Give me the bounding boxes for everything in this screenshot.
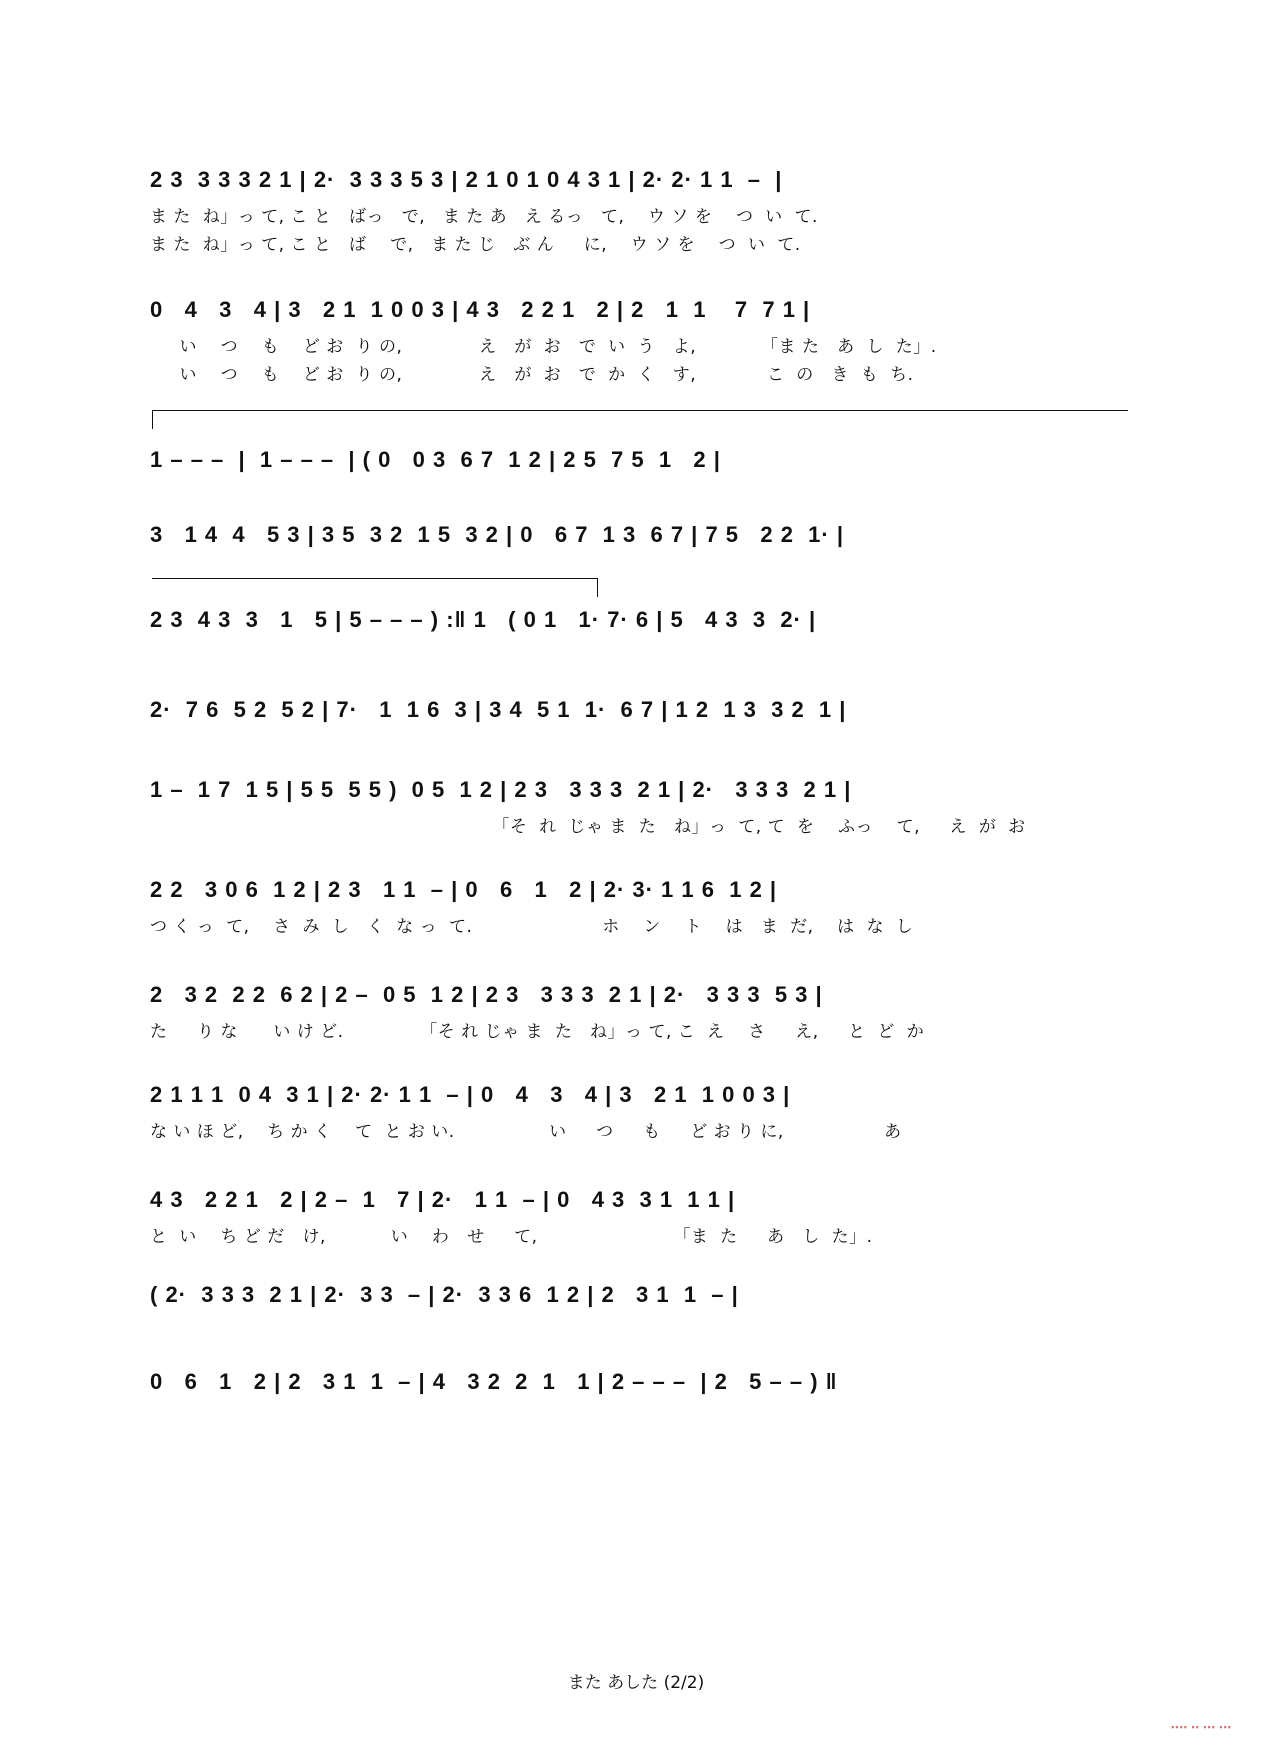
notation-line: 1 – – – | 1 – – – | ( 0 0 3 6 7 1 2 | 2 5 7 5 1 2 | [150,447,721,472]
notation-line: 0 6 1 2 | 2 3 1 1 – | 4 3 2 2 1 1 | 2 – – – | 2 5 – – ) ‖ [150,1369,838,1394]
lyric-line: い つ も ど お り の, え が お で い う よ, 「ま た あ し た」. [150,337,937,357]
notation-line: 2 3 4 3 3 1 5 | 5 – – – ) :‖ 1 ( 0 1 1· 7· 6 | 5 4 3 3 2· | [150,607,817,632]
lyric-line: と い ち ど だ け, い わ せ て, 「ま た あ し た」. [150,1227,873,1247]
notation-line: 0 4 3 4 | 3 2 1 1 0 0 3 | 4 3 2 2 1 2 | 2 1 1 7 7 1 | [150,297,811,322]
page-footer: また あした (2/2) [567,1673,705,1693]
lyric-line: な い ほ ど, ち か く て と お い. い つ も ど お り に, あ [150,1122,902,1142]
notation-line: 2 3 2 2 2 6 2 | 2 – 0 5 1 2 | 2 3 3 3 3 2 1 | 2· 3 3 3 5 3 | [150,982,823,1007]
lyric-line: い つ も ど お り の, え が お で か く す, こ の き も ち. [150,365,914,385]
notation-line: 4 3 2 2 1 2 | 2 – 1 7 | 2· 1 1 – | 0 4 3 3 1 1 1 | [150,1187,736,1212]
volta-bracket-1 [152,410,1128,429]
lyric-line: 「そ れ じゃ ま た ね」っ て, て を ふっ て, え が お [150,817,1026,837]
watermark: ▪▪▪▪ ▪▪ ▪▪▪ ▪▪▪ [1171,1722,1232,1732]
repeat-bracket [152,578,598,597]
notation-line: 2 2 3 0 6 1 2 | 2 3 1 1 – | 0 6 1 2 | 2· 3· 1 1 6 1 2 | [150,877,778,902]
notation-line: 2· 7 6 5 2 5 2 | 7· 1 1 6 3 | 3 4 5 1 1· 6 7 | 1 2 1 3 3 2 1 | [150,697,847,722]
notation-line: 3 1 4 4 5 3 | 3 5 3 2 1 5 3 2 | 0 6 7 1 3 6 7 | 7 5 2 2 1· | [150,522,845,547]
notation-line: 2 1 1 1 0 4 3 1 | 2· 2· 1 1 – | 0 4 3 4 | 3 2 1 1 0 0 3 | [150,1082,791,1107]
lyric-line: ま た ね」っ て, こ と ばっ で, ま た あ え るっ て, ウ ソ を つ い て. [150,207,818,227]
lyric-line: ま た ね」っ て, こ と ば で, ま た じ ぶ ん に, ウ ソ を つ い て. [150,235,801,255]
notation-line: 2 3 3 3 3 2 1 | 2· 3 3 3 5 3 | 2 1 0 1 0 4 3 1 | 2· 2· 1 1 – | [150,167,783,192]
notation-line: ( 2· 3 3 3 2 1 | 2· 3 3 – | 2· 3 3 6 1 2 | 2 3 1 1 – | [150,1282,739,1307]
lyric-line: た り な い け ど. 「そ れ じゃ ま た ね」っ て, こ え さ え, と ど か [150,1022,925,1042]
lyric-line: つ く っ て, さ み し く な っ て. ホ ン ト は ま だ, は な し [150,917,914,937]
notation-line: 1 – 1 7 1 5 | 5 5 5 5 ) 0 5 1 2 | 2 3 3 3 3 2 1 | 2· 3 3 3 2 1 | [150,777,852,802]
